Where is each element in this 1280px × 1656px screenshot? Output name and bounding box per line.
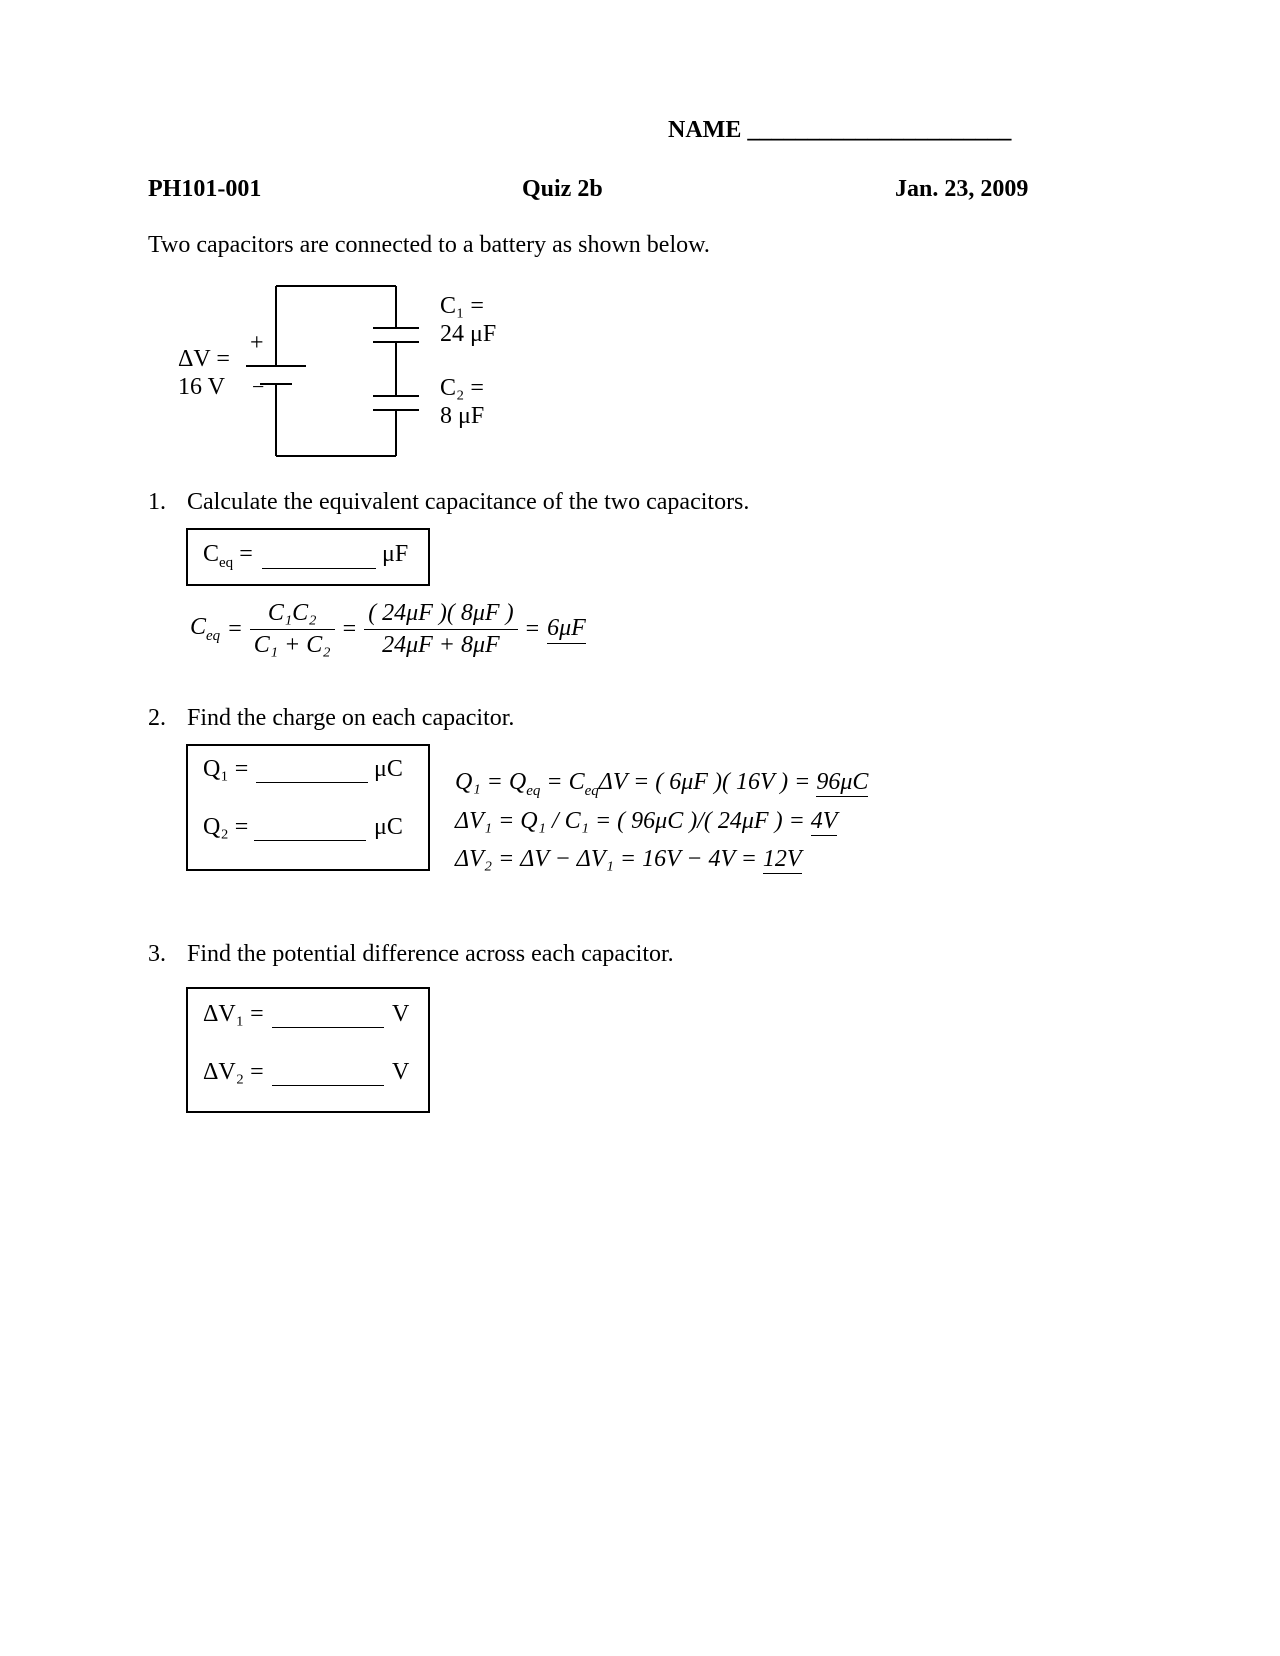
q2-text: Find the charge on each capacitor. (187, 705, 515, 731)
dv2-blank[interactable] (272, 1067, 384, 1086)
q1-charge-label: Q₁ = (203, 756, 249, 782)
dv-label-line2: 16 V (178, 374, 225, 400)
q2-number: 2. (148, 705, 166, 731)
q2-solution-line2: ΔV₁ = Q₁ / C₁ = ( 96μC )/( 24μF ) = 4V (455, 808, 838, 834)
c2-label-line2: 8 μF (440, 403, 485, 429)
q1-solution (190, 600, 586, 659)
battery-plus: + (250, 330, 264, 356)
ceq-label-sub: eq (219, 554, 234, 571)
sol-eq2: = (342, 616, 357, 642)
q2-solution-line1: $Q_1 = Q_{eq} = C_{eq}\Delta V$ = ( 6μF )( 16V ) = 96μC (455, 769, 869, 799)
sol-f1-num: C₁C₂ (250, 600, 335, 630)
name-label-text: NAME (668, 117, 742, 143)
c2-label-line1: C₂ = (440, 375, 484, 401)
q1-answer-box (186, 528, 430, 586)
sol-f1-den: C₁ + C₂ (253, 632, 331, 658)
q3-text: Find the potential difference across each capacitor. (187, 941, 674, 967)
sol-fraction-2 (364, 600, 517, 659)
dv2-label: ΔV₂ = (203, 1059, 264, 1085)
ceq-unit: μF (382, 541, 409, 567)
q3-answer-box (186, 987, 430, 1113)
c1-label-line1: C₁ = (440, 293, 484, 319)
q1-charge-blank[interactable] (256, 764, 368, 783)
sol-result: 6μF (547, 615, 586, 644)
sol-f2-num: ( 24μF )( 8μF ) (364, 600, 517, 630)
name-blank[interactable]: ______________________ (747, 117, 1012, 143)
ceq-label-eq: = (239, 541, 253, 567)
q2-result-dv1: 4V (810, 808, 838, 834)
q2-result-dv2: 12V (762, 846, 802, 872)
c1-label-line2: 24 μF (440, 321, 497, 347)
sol-fraction-1 (250, 600, 335, 659)
battery-minus: − (252, 374, 265, 399)
q3-number: 3. (148, 941, 166, 967)
dv2-unit: V (392, 1059, 410, 1085)
q2-charge-unit: μC (374, 814, 403, 840)
q2-charge-blank[interactable] (254, 822, 366, 841)
sol-eq1: = (228, 616, 242, 642)
q2-solution-line3: ΔV₂ = ΔV − ΔV₁ = 16V − 4V = 12V (455, 846, 802, 872)
sol-f2-den: 24μF + 8μF (382, 632, 500, 658)
quiz-title: Quiz 2b (522, 176, 603, 202)
ceq-label-c: C (203, 541, 220, 567)
ceq-label (203, 541, 253, 572)
q1-text: Calculate the equivalent capacitance of the two capacitors. (187, 489, 750, 515)
q2-answer-box (186, 744, 430, 871)
dv1-label: ΔV₁ = (203, 1001, 264, 1027)
course-code: PH101-001 (148, 176, 262, 202)
dv1-unit: V (392, 1001, 410, 1027)
sol-ceq: $C_{eq}$ (190, 614, 221, 644)
intro-text: Two capacitors are connected to a battery as shown below. (148, 232, 710, 258)
q2-result-charge: 96μC (816, 769, 869, 795)
q2-charge-label: Q₂ = (203, 814, 249, 840)
q1-number: 1. (148, 489, 166, 515)
dv1-blank[interactable] (272, 1009, 384, 1028)
ceq-answer-blank[interactable] (262, 550, 376, 569)
quiz-date: Jan. 23, 2009 (895, 176, 1029, 202)
dv-label-line1: ΔV = (178, 346, 230, 372)
q1-charge-unit: μC (374, 756, 403, 782)
sol-eq3: = (525, 616, 540, 642)
